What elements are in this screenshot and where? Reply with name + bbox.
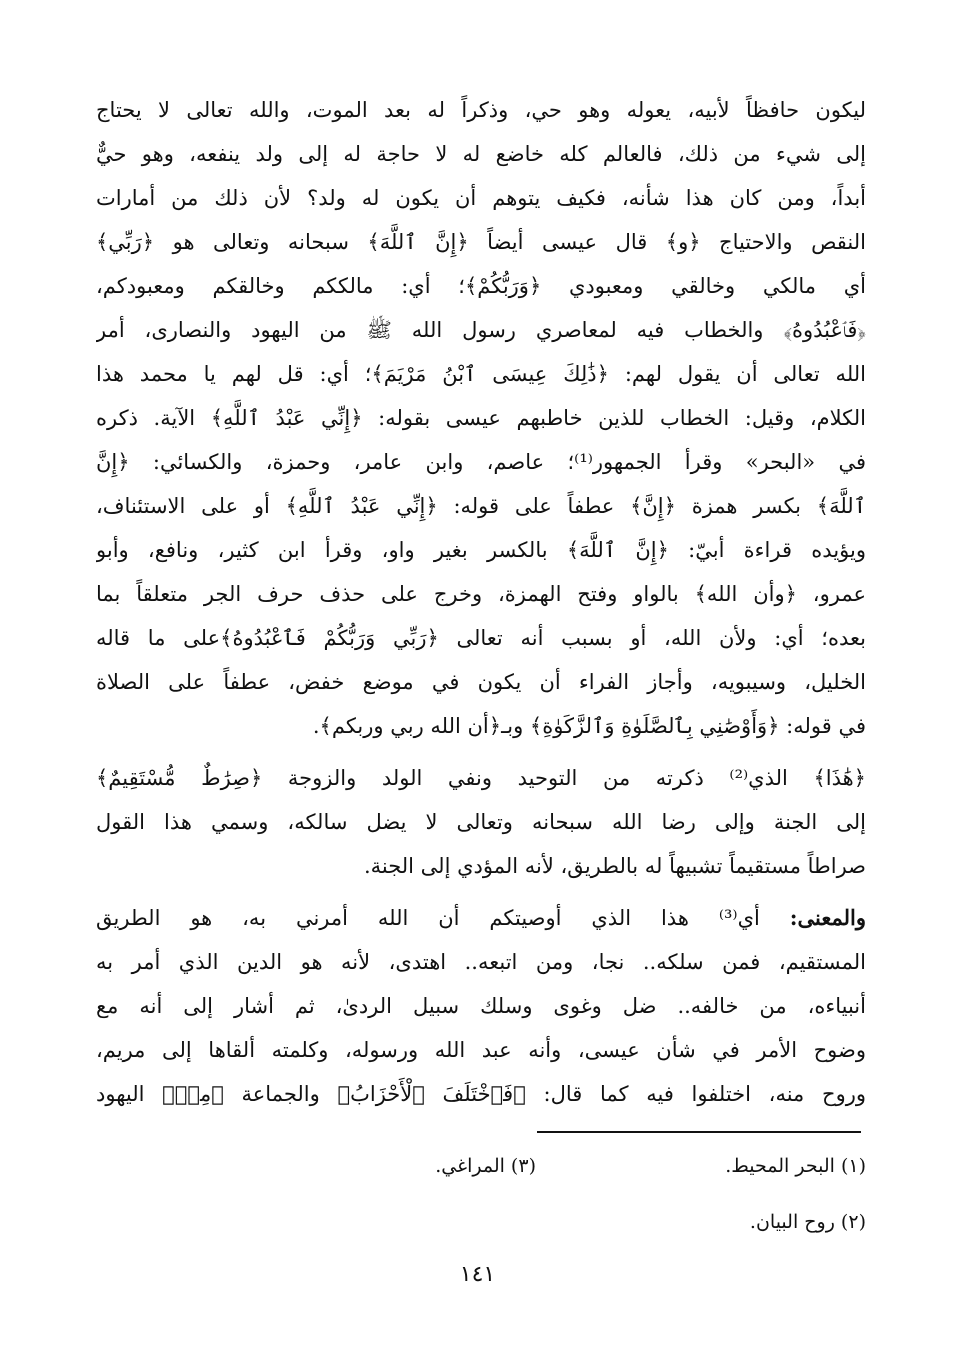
text-line: الله تعالى أن يقول لهم: ﴿ذَٰلِكَ عِيسَى ٱبْنُ مَرْيَمَ﴾؛ أي: قل لهم يا محمد هذا bbox=[96, 362, 866, 386]
text-line: أي مالكي وخالقي ومعبودي ﴿وَرَبُّكُمْ﴾؛ أي: مالككم وخالقكم ومعبودكم، bbox=[96, 274, 866, 298]
text-line: أنبياءه، من خالفه.. ضل وغوى وسلك سبيل الردىٰ، ثم أشار إلى أنه مع bbox=[96, 994, 866, 1018]
paragraph-3 bbox=[96, 896, 866, 1116]
text-line: بعده؛ أي: ولأن الله، أو بسبب أنه تعالى ﴿رَبِّي وَرَبُّكُمْ فَٱعْبُدُوهُ﴾على ما قاله bbox=[96, 626, 866, 650]
text-line: النقص والاحتياج ﴿و﴾ قال عيسى أيضاً ﴿إِنَّ ٱللَّهَ﴾ سبحانه وتعالى هو ﴿رَبِّي﴾ bbox=[96, 230, 866, 254]
paragraph-2 bbox=[96, 756, 866, 888]
main-text bbox=[96, 88, 866, 1116]
text-line: أبداً، ومن كان هذا شأنه، فكيف يتوهم أن يكون له ولد؟ لأن ذلك من أمارات bbox=[96, 186, 866, 210]
text-line: إلى شيء من ذلك، فالعالم كله خاضع له لا حاجة له إلى ولد ينفعه، وهو حيٌّ bbox=[96, 142, 866, 166]
text-line: ويؤيده قراءة أبيّ: ﴿إِنَّ ٱللَّهَ﴾ بالكسر بغير واو، وقرأ ابن كثير، ونافع، وأبو bbox=[96, 538, 866, 562]
text-line: وضوح الأمر في شأن عيسى، وأنه عبد الله ورسوله، وكلمته ألقاها إلى مريم، bbox=[96, 1038, 866, 1062]
paragraph-gap bbox=[96, 888, 866, 896]
paragraph-gap bbox=[96, 748, 866, 756]
text-line: ﴿هَٰذَا﴾ الذي⁽²⁾ ذكرته من التوحيد ونفي الولد والزوجة ﴿صِرَٰطٌ مُّسْتَقِيمٌ﴾ bbox=[96, 766, 866, 790]
text-line: عمرو، ﴿وأن الله﴾ بالواو وفتح الهمزة، وخرج على حذف حرف الجر متعلقاً بما bbox=[96, 582, 866, 606]
text-run: أي⁽³⁾ هذا الذي أوصيتكم أن الله أمرني به، هو الطريق bbox=[96, 906, 790, 930]
text-line: المستقيم، فمن سلكه.. نجا، ومن اتبعه.. اهتدى، لأنه هو الدين الذي أمر به bbox=[96, 950, 866, 974]
text-line: إلى الجنة وإلى رضا الله سبحانه وتعالى لا يضل سالكه، وسمي هذا القول bbox=[96, 810, 866, 834]
footnote-2: (٢) روح البيان. bbox=[749, 1211, 866, 1233]
paragraph-1 bbox=[96, 88, 866, 748]
text-line: ﴿فَٱعْبُدُوهُ﴾ والخطاب فيه لمعاصري رسول الله ﷺ من اليهود والنصارى، أمر bbox=[96, 318, 866, 342]
text-line: في قوله: ﴿وَأَوْصَٰنِي بِٱلصَّلَوٰةِ وَٱلزَّكَوٰةِ﴾ وبـ﴿أن الله ربي وربكم﴾. bbox=[312, 714, 866, 738]
footnote-3: (٣) المراغي. bbox=[435, 1155, 536, 1177]
text-line: وروح منه، اختلفوا فيه كما قال: ﴿فَٱخْتَلَفَ ٱلْأَحْزَابُ﴾ والجماعة ﴿مِنۢ﴾ اليهود bbox=[96, 1082, 866, 1106]
page-number: ١٤١ bbox=[459, 1262, 496, 1287]
text-line: ٱللَّهَ﴾ بكسر همزة ﴿إِنَّ﴾ عطفاً على قوله: ﴿إِنِّي عَبْدُ ٱللَّهِ﴾ أو على الاستئناف، bbox=[96, 494, 866, 518]
text-line bbox=[96, 896, 866, 940]
footnote-divider bbox=[537, 1131, 861, 1133]
text-line: ليكون حافظاً لأبيه، يعوله وهو حي، وذكراً له بعد الموت، والله تعالى لا يحتاج bbox=[96, 98, 866, 122]
text-line: الخليل، وسيبويه، وأجاز الفراء أن يكون في موضع خفض، عطفاً على الصلاة bbox=[96, 670, 866, 694]
text-line: في «البحر» وقرأ الجمهور⁽¹⁾؛ عاصم، وابن عامر، وحمزة، والكسائي: ﴿إِنَّ bbox=[96, 450, 866, 474]
text-line: صراطاً مستقيماً تشبيهاً له بالطريق، لأنه المؤدي إلى الجنة. bbox=[363, 854, 866, 878]
footnote-1: (١) البحر المحيط. bbox=[725, 1155, 866, 1177]
text-line: الكلام، وقيل: الخطاب للذين خاطبهم عيسى بقوله: ﴿إِنِّي عَبْدُ ٱللَّهِ﴾ الآية. ذكره bbox=[96, 406, 866, 430]
lead-term: والمعنى: bbox=[789, 905, 866, 930]
